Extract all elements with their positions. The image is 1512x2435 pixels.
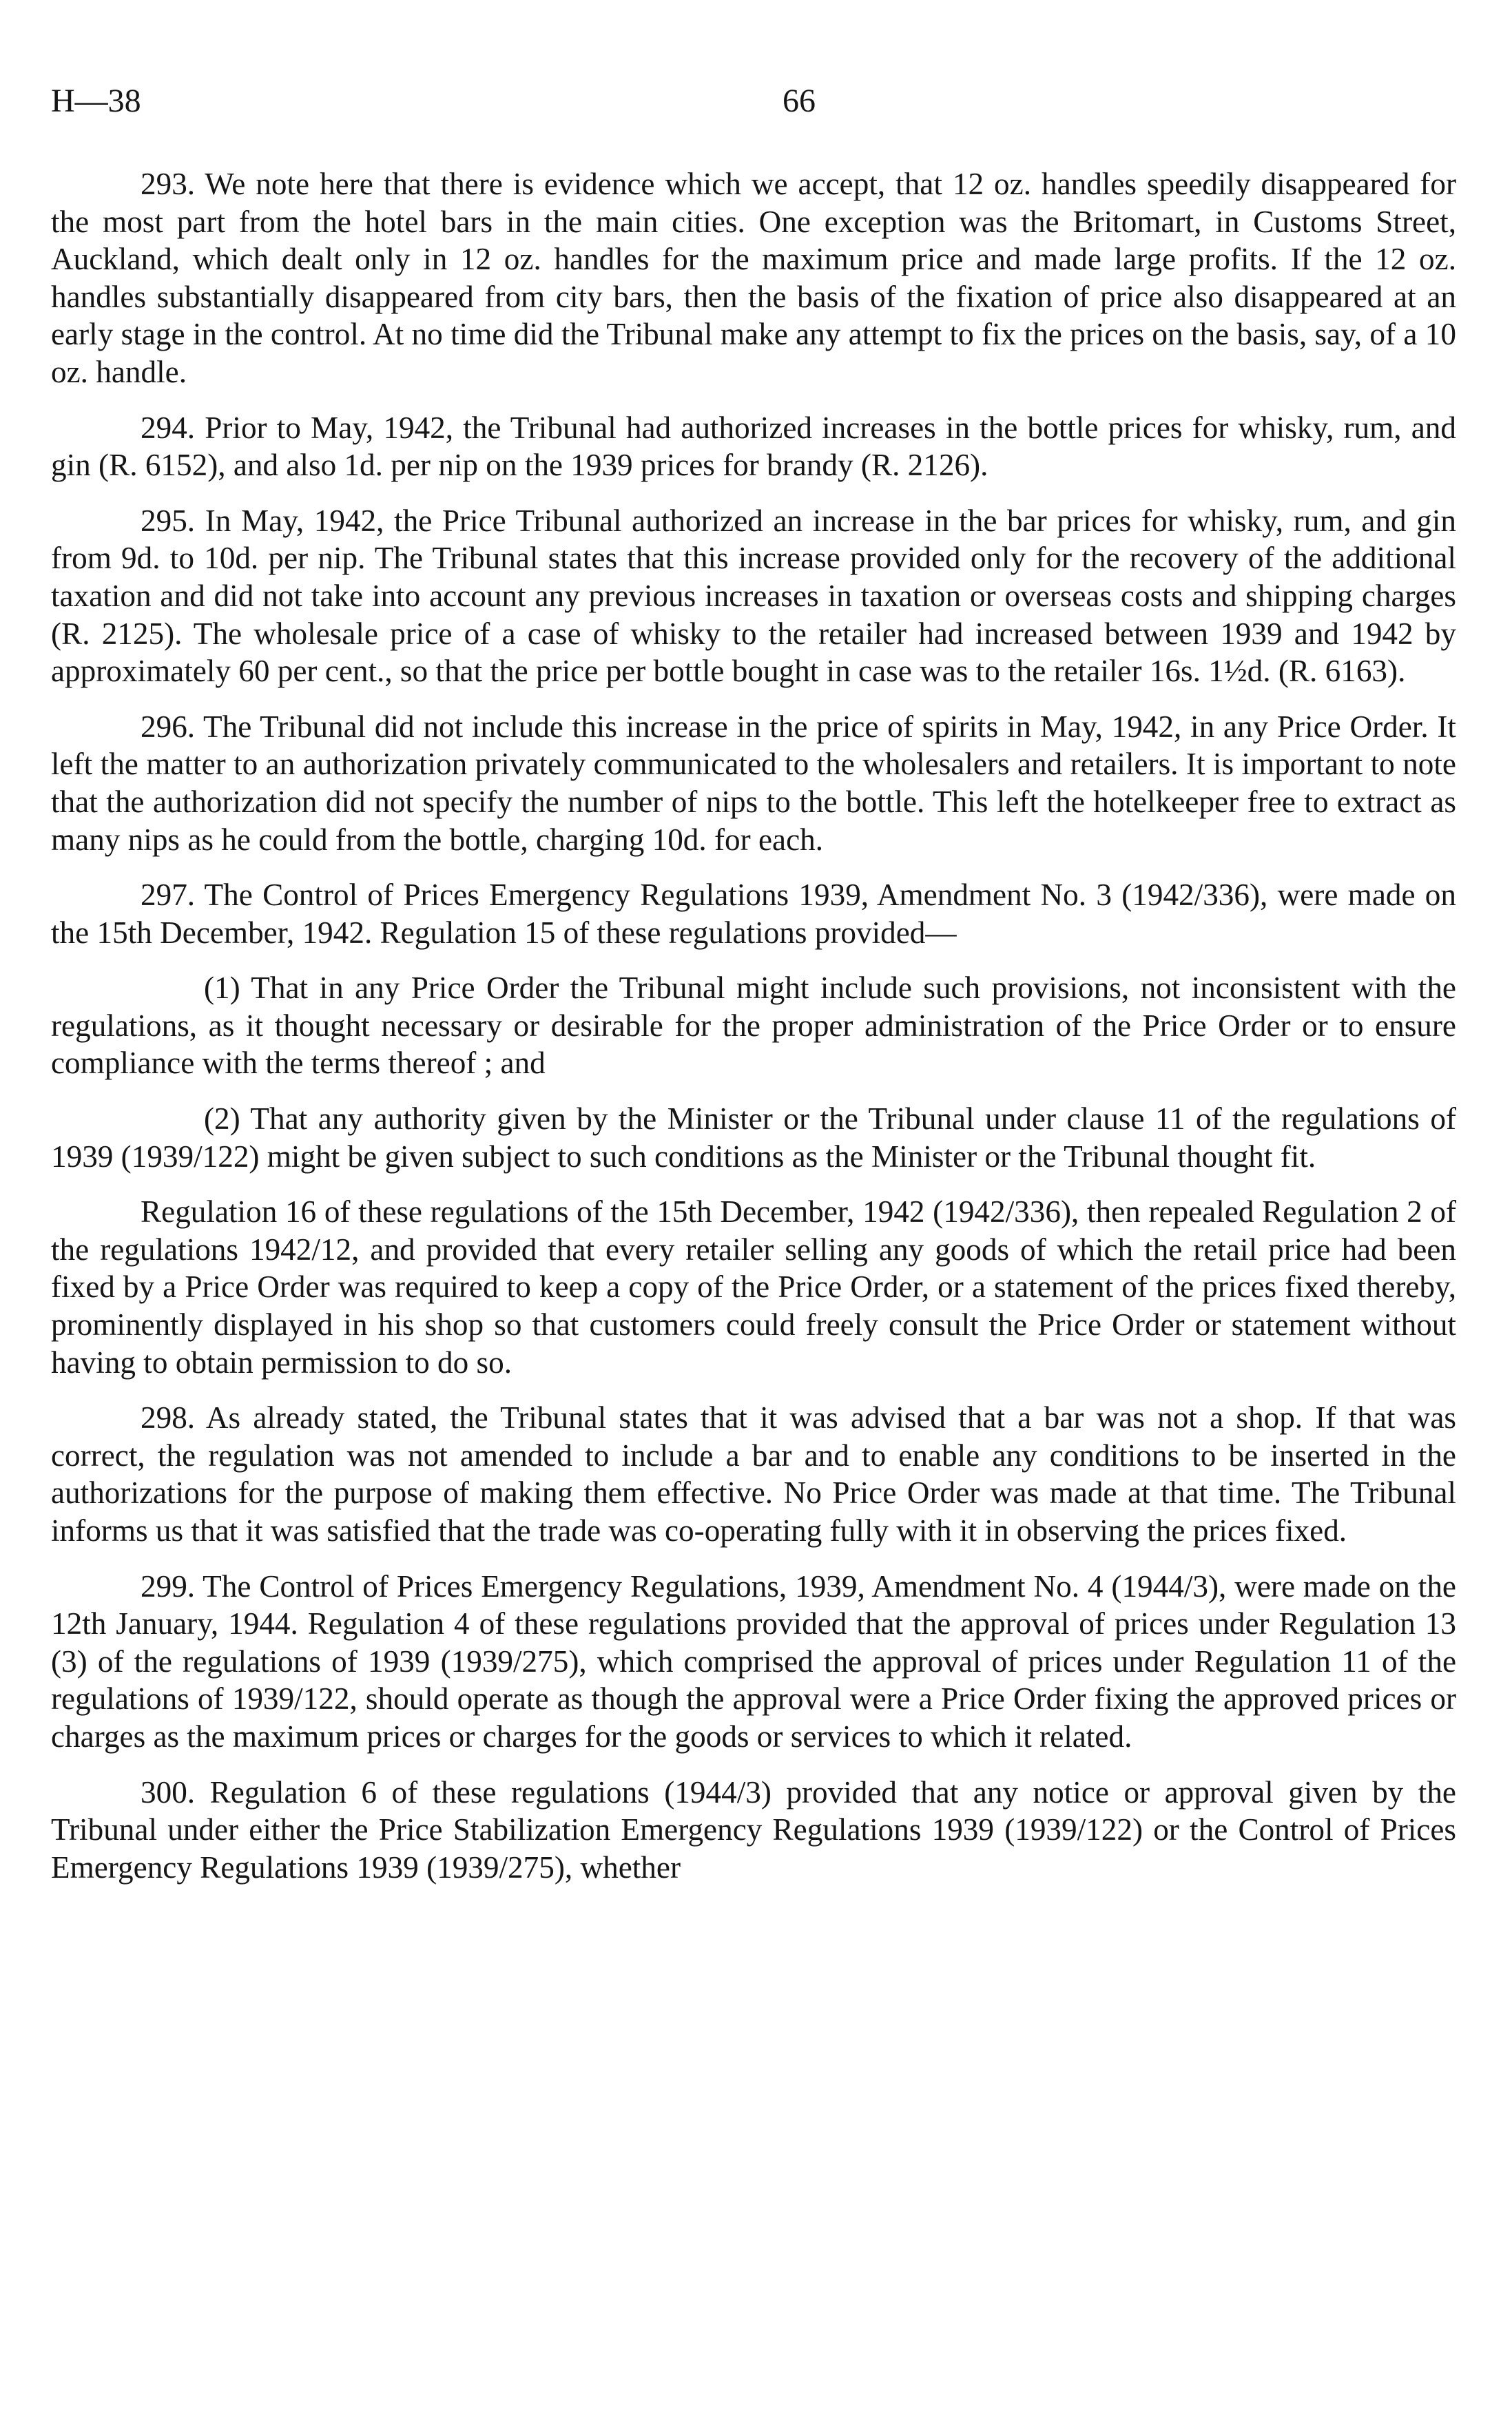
page-header	[51, 77, 1456, 125]
paragraph-296: 296. The Tribunal did not include this increase in the price of spirits in May, 1942, in any Price Order. It left the matter to an authorization privately communicated to the wholesalers and retailers. It is important to note that the authorization did not specify the number of nips to the bottle. This left the hotelkeeper free to extract as many nips as he could from the bottle, charging 10d. for each.	[51, 709, 1456, 857]
paragraph-295: 295. In May, 1942, the Price Tribunal authorized an increase in the bar prices for whisky, rum, and gin from 9d. to 10d. per nip. The Tribunal states that this increase provided only for the recovery of the additional taxation and did not take into account any previous increases in taxation or overseas costs and shipping charges (R. 2125). The wholesale price of a case of whisky to the retailer had increased between 1939 and 1942 by approximately 60 per cent., so that the price per bottle bought in case was to the retailer 16s. 1½d. (R. 6163).	[51, 503, 1456, 689]
paragraph-294: 294. Prior to May, 1942, the Tribunal had authorized increases in the bottle prices for whisky, rum, and gin (R. 6152), and also 1d. per nip on the 1939 prices for brandy (R. 2126).	[51, 410, 1456, 483]
paragraph-300: 300. Regulation 6 of these regulations (1944/3) provided that any notice or approval given by the Tribunal under either the Price Stabilization Emergency Regulations 1939 (1939/122) or the Control of Prices Emergency Regulations 1939 (1939/275), whether	[51, 1774, 1456, 1885]
page-number: 66	[783, 83, 816, 119]
paragraph-297-continuation: Regulation 16 of these regulations of the 15th December, 1942 (1942/336), then repealed Regulation 2 of the regulations 1942/12, and provided that every retailer selling any goods of which the retail price had been fixed by a Price Order was required to keep a copy of the Price Order, or a statement of the prices fixed thereby, prominently displayed in his shop so that customers could freely consult the Price Order or statement without having to obtain permission to do so.	[51, 1194, 1456, 1380]
paragraph-297-clause-1: (1) That in any Price Order the Tribunal might include such provisions, not inconsistent with the regulations, as it thought necessary or desirable for the proper administration of the Price Order or to ensure compliance with the terms thereof ; and	[51, 971, 1456, 1081]
page-body	[51, 165, 1456, 1904]
paragraph-297: 297. The Control of Prices Emergency Regulations 1939, Amendment No. 3 (1942/336), were made on the 15th December, 1942. Regulation 15 of these regulations provided—	[51, 878, 1456, 950]
paragraph-299: 299. The Control of Prices Emergency Regulations, 1939, Amendment No. 4 (1944/3), were made on the 12th January, 1944. Regulation 4 of these regulations provided that the approval of prices under Regulation 13 (3) of the regulations of 1939 (1939/275), which comprised the approval of prices under Regulation 11 of the regulations of 1939/122, should operate as though the approval were a Price Order fixing the approved prices or charges as the maximum prices or charges for the goods or services to which it related.	[51, 1568, 1456, 1754]
paragraph-297-clause-2: (2) That any authority given by the Minister or the Tribunal under clause 11 of the regulations of 1939 (1939/122) might be given subject to such conditions as the Minister or the Tribunal thought fit.	[51, 1101, 1456, 1174]
paragraph-293: 293. We note here that there is evidence which we accept, that 12 oz. handles speedily disappeared for the most part from the hotel bars in the main cities. One exception was the Britomart, in Customs Street, Auckland, which dealt only in 12 oz. handles for the maximum price and made large profits. If the 12 oz. handles substantially disappeared from city bars, then the basis of the fixation of price also disappeared at an early stage in the control. At no time did the Tribunal make any attempt to fix the prices on the basis, say, of a 10 oz. handle.	[51, 167, 1456, 389]
paragraph-298: 298. As already stated, the Tribunal states that it was advised that a bar was not a shop. If that was correct, the regulation was not amended to include a bar and to enable any conditions to be inserted in the authorizations for the purpose of making them effective. No Price Order was made at that time. The Tribunal informs us that it was satisfied that the trade was co-operating fully with it in observing the prices fixed.	[51, 1400, 1456, 1548]
document-reference: H—38	[51, 83, 141, 119]
